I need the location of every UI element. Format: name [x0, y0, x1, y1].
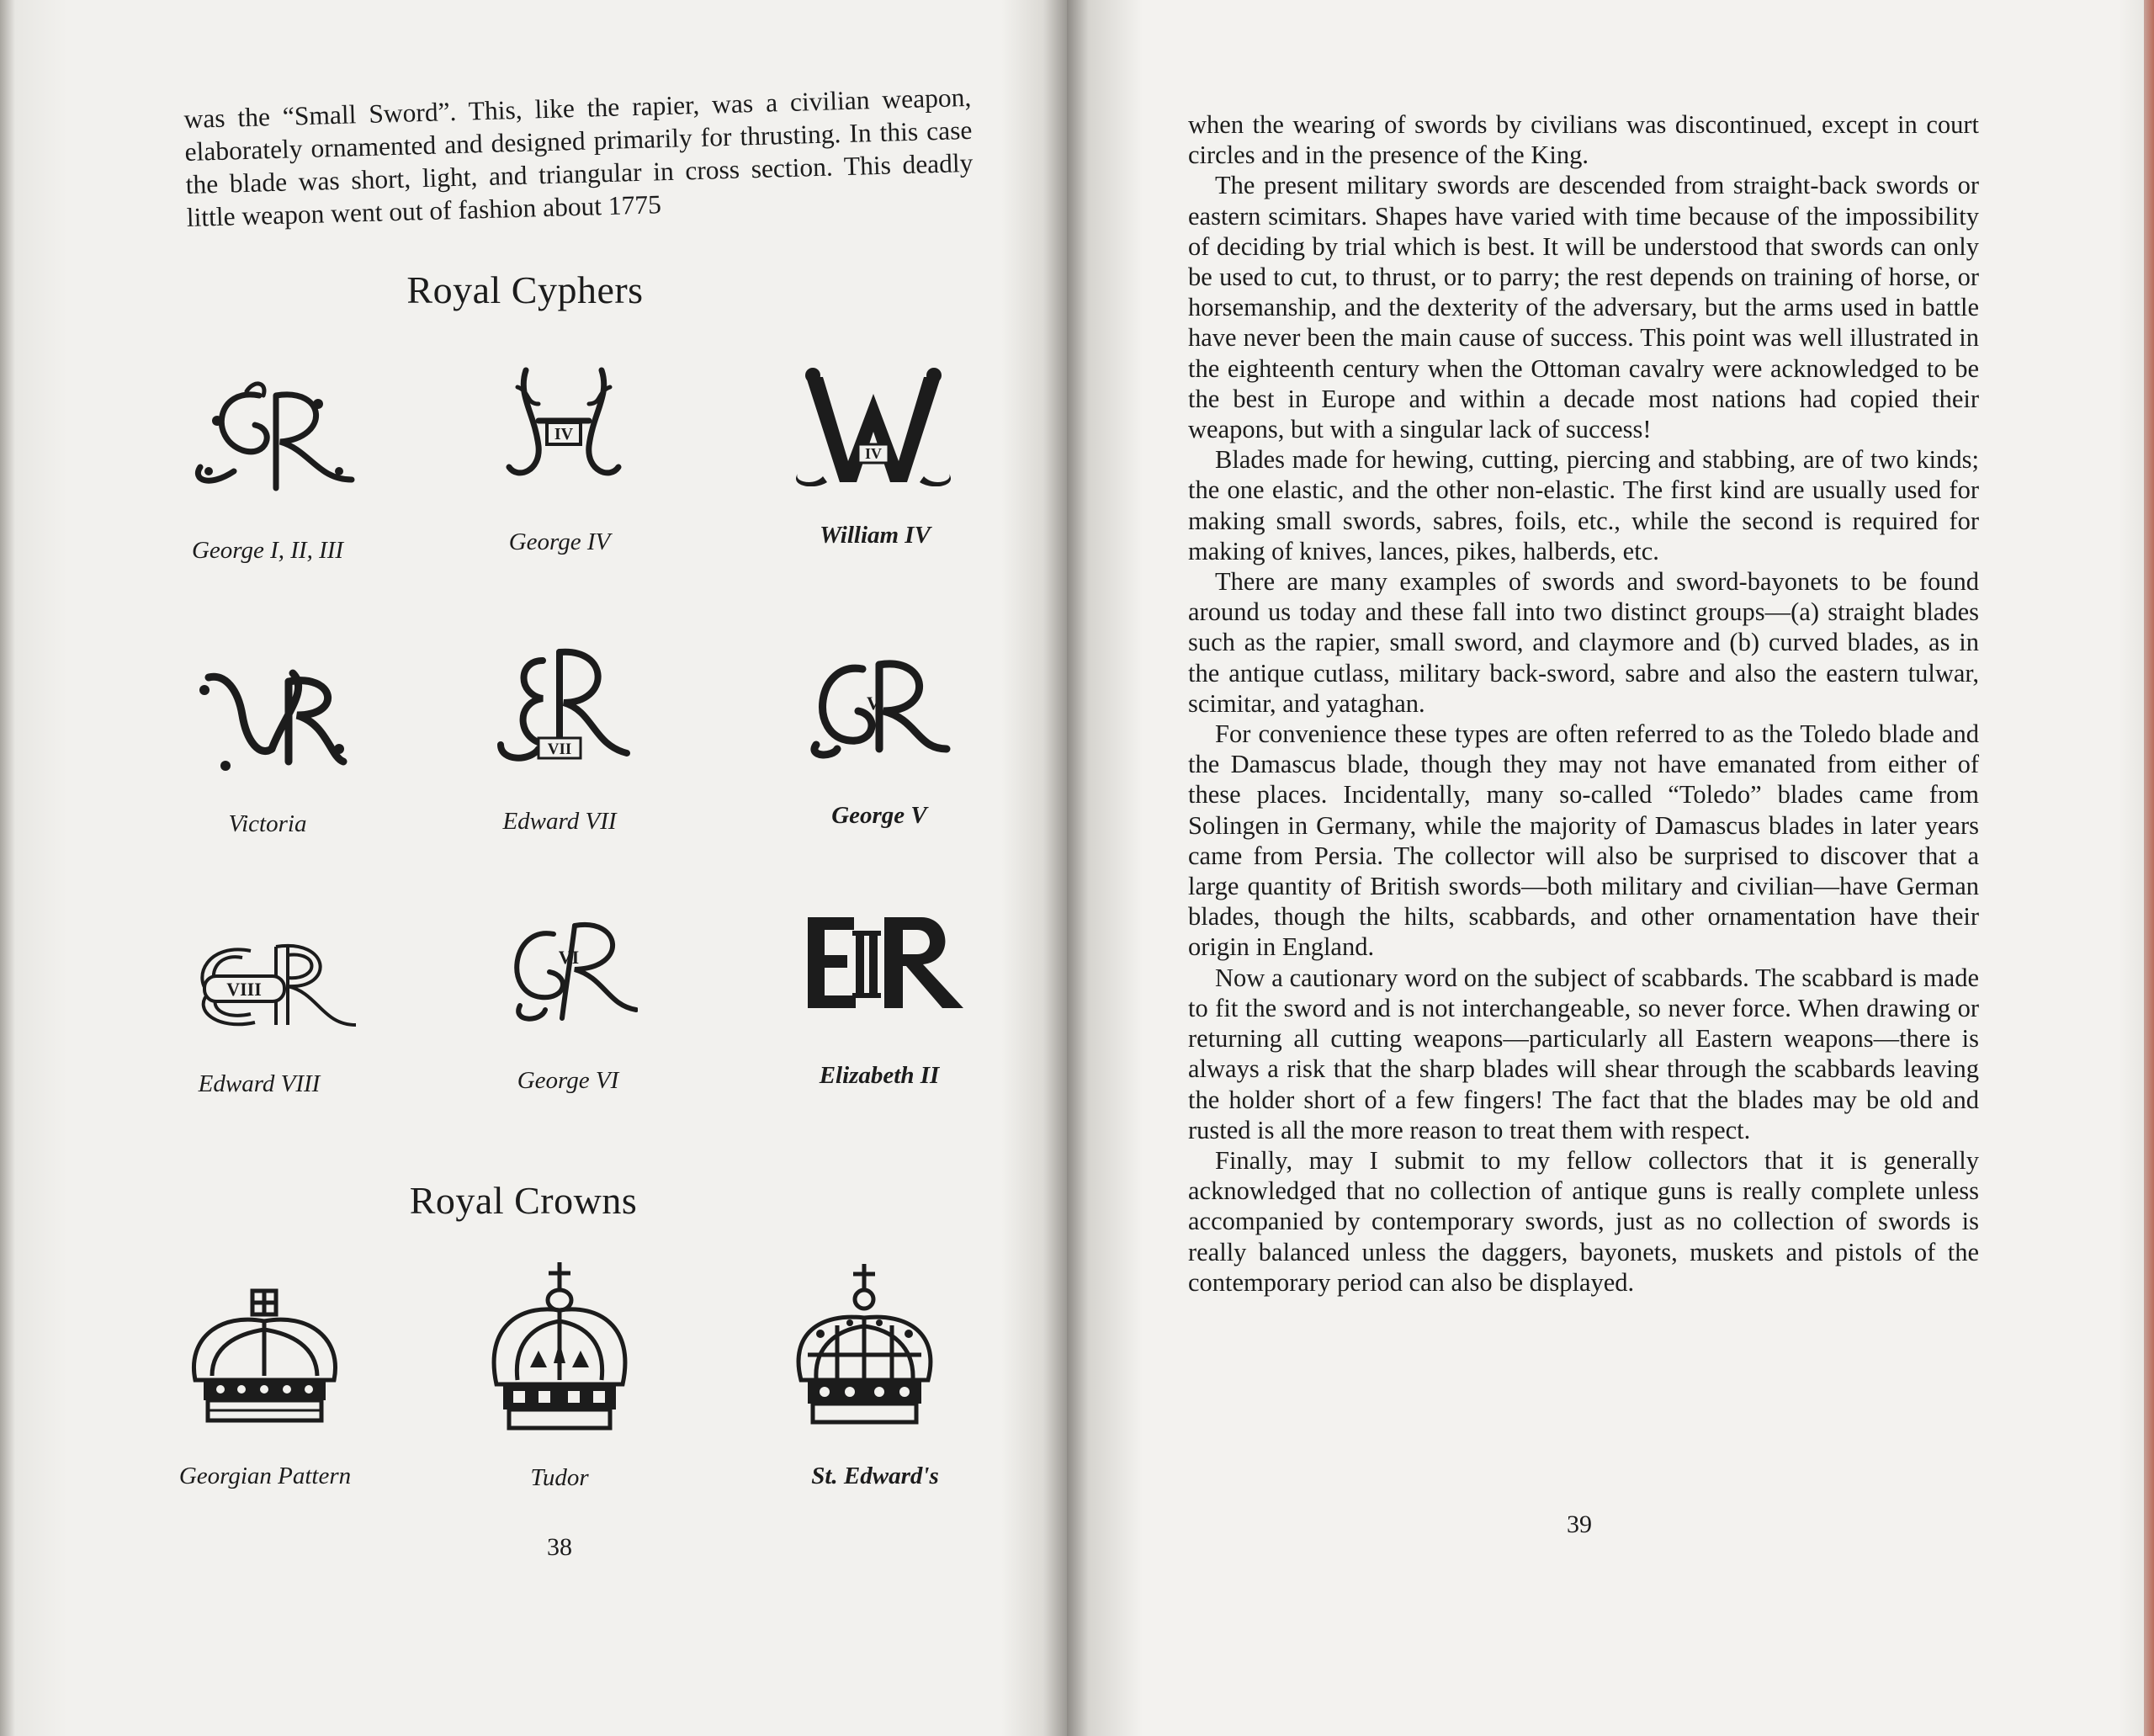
paragraph-6: Now a cautionary word on the subject of scabbards. The scabbard is made to fit the sword and is not interchangeable, so never force. When drawing or returning all cutting weapons—particularly all Eastern weapons—there is always a risk that the sharp blades will shear through the scabbards leaving the holder short of a few fingers! The fact that the blades may be old and rusted is all the more reason to treat them with respect. — [1188, 963, 1979, 1144]
cypher-george-i-ii-iii-icon — [183, 370, 360, 505]
caption-georgian-pattern: Georgian Pattern — [178, 1463, 352, 1489]
crown-st-edwards-icon — [791, 1262, 938, 1431]
svg-text:VIII: VIII — [226, 979, 262, 1000]
left-page-paragraph — [183, 81, 974, 234]
royal-crowns-title: Royal Crowns — [409, 1179, 638, 1222]
page-number-left: 38 — [547, 1533, 572, 1561]
caption-edward-vii: Edward VII — [502, 808, 617, 835]
paragraph-5: For convenience these types are often referred to as the Toledo blade and the Damascus blade, though they may not have emanated from either of these places. Incidentally, many so-called “Toledo” blades came from Solingen in Germany, while the majority of Damascus blades in later years came from Persia. The collector will also be surprised to discover that a large quantity of British swords—both military and civilian—have German blades, though the hilts, scabbards, and other ornamentation have their origin in England. — [1188, 719, 1979, 962]
caption-george-vi: George VI — [517, 1067, 619, 1094]
cypher-victoria-icon — [192, 665, 352, 774]
svg-text:VI: VI — [558, 947, 580, 968]
paragraph-4: There are many examples of swords and sword-bayonets to be found around us today and these fall into two distinct groups—(a) straight blades such as the rapier, small sword, and claymore and (b) curved blades, as in the antique cutlass, military back-sword, sabre and also the eastern tulwar, scimitar, and yataghan. — [1188, 567, 1979, 718]
cypher-william-iv-icon — [789, 360, 958, 486]
right-page-text — [1188, 109, 1979, 1298]
cypher-elizabeth-ii-icon — [804, 909, 972, 1018]
cypher-edward-viii-icon — [183, 934, 360, 1035]
caption-victoria: Victoria — [228, 810, 307, 837]
paragraph-7: Finally, may I submit to my fellow collectors that it is generally acknowledged that no collection of antique guns is really complete unless accompanied by contemporary swords, just as no collection of swords is really balanced unless the daggers, bayonets, muskets and pistols of the contemporary period can also be displayed. — [1188, 1145, 1979, 1297]
small-sword-paragraph: was the “Small Sword”. This, like the rapier, was a civilian weapon, elaborately ornamented and designed primarily for thrusting. In this case the blade was short, light, and triangular in cross section. This deadly little weapon went out of fashion about 1775 — [183, 82, 974, 232]
caption-george-iv: George IV — [508, 528, 611, 555]
crown-georgian-pattern-icon — [187, 1287, 342, 1431]
caption-george-i-ii-iii: George I, II, III — [191, 537, 344, 564]
crown-tudor-icon — [488, 1258, 631, 1435]
cypher-george-v-icon — [799, 652, 951, 762]
cypher-george-vi-icon — [495, 917, 638, 1027]
caption-elizabeth-ii: Elizabeth II — [819, 1062, 940, 1089]
caption-st-edwards: St. Edward's — [811, 1463, 939, 1489]
cypher-george-iv-icon — [501, 362, 627, 488]
svg-text:IV: IV — [864, 445, 883, 462]
paragraph-1: when the wearing of swords by civilians was discontinued, except in court circles and in the presence of the King. — [1188, 110, 1979, 170]
svg-text:V: V — [867, 693, 880, 714]
royal-cyphers-title: Royal Cyphers — [406, 268, 644, 311]
book-cover-edge — [2144, 0, 2154, 1736]
paragraph-2: The present military swords are descended from straight-back swords or eastern scimitars. Shapes have varied with time because of the impossibility of deciding by trial which is best. It will be understood that swords can only be used to cut, to thrust, or to parry; the rest depends on training of horse, or horsemanship, and the dexterity of the adversary, but the arms used in battle have never been the main cause of success. This point was well illustrated in the eighteenth century when the Ottoman cavalry were acknowledged to be the best in Europe and within a decade most nations had copied their weapons, but with a singular lack of success! — [1188, 171, 1979, 444]
caption-tudor: Tudor — [530, 1464, 589, 1491]
caption-edward-viii: Edward VIII — [198, 1070, 321, 1097]
page-number-right: 39 — [1567, 1510, 1592, 1538]
caption-george-v: George V — [831, 802, 927, 829]
paragraph-3: Blades made for hewing, cutting, piercing and stabbing, are of two kinds; the one elastic, and the other non-elastic. The first kind are usually used for making small swords, sabres, foils, etc., while the second is required for making of knives, lances, pikes, halberds, etc. — [1188, 445, 1979, 565]
svg-text:IV: IV — [554, 425, 574, 443]
cypher-edward-vii-icon — [492, 644, 635, 770]
svg-text:VII: VII — [547, 741, 572, 758]
caption-william-iv: William IV — [820, 522, 931, 549]
